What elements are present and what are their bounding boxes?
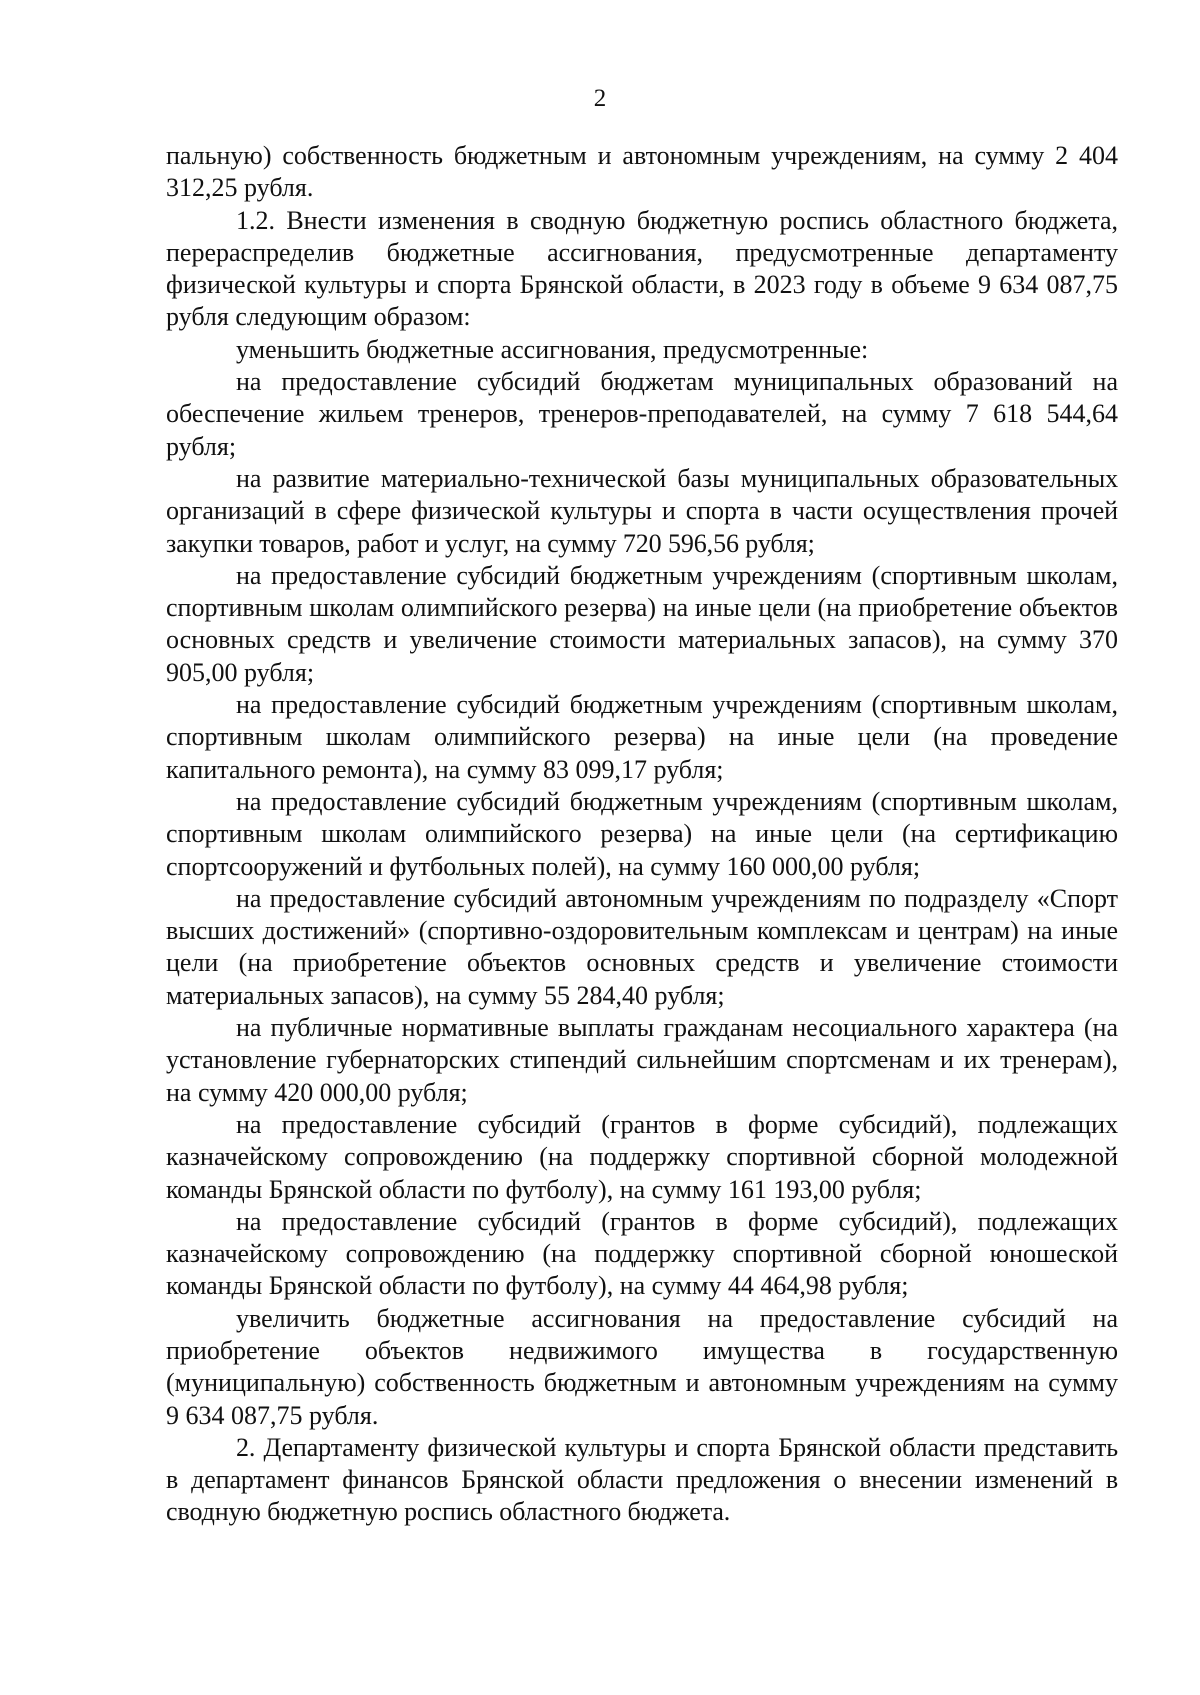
paragraph: уменьшить бюджетные ассигнования, предусмотренные: bbox=[236, 334, 869, 364]
paragraph: на предоставление субсидий бюджетным учреждениям (спортивным школам, спортивным школам олимпийского резерва) на иные цели (на сертификацию спортсооружений и футбольных полей), на сумму 160 000,00 рубля; bbox=[166, 786, 1118, 881]
paragraph: на предоставление субсидий (грантов в форме субсидий), подлежащих казначейскому сопровождению (на поддержку спортивной сборной молодежной команды Брянской области по футболу), на сумму 161 193,00 рубля; bbox=[166, 1109, 1118, 1204]
paragraph: на развитие материально-технической базы муниципальных образовательных организаций в сфере физической культуры и спорта в части осуществления прочей закупки товаров, работ и услуг, на сумму 720 596,56 рубля; bbox=[166, 463, 1118, 558]
paragraph: 2. Департаменту физической культуры и спорта Брянской области представить в департамент финансов Брянской области предложения о внесении изменений в сводную бюджетную роспись областного бюджета. bbox=[166, 1432, 1118, 1527]
document-body bbox=[166, 140, 1118, 1529]
paragraph: на предоставление субсидий (грантов в форме субсидий), подлежащих казначейскому сопровождению (на поддержку спортивной сборной юношеской команды Брянской области по футболу), на сумму 44 464,98 рубля; bbox=[166, 1206, 1118, 1301]
paragraph: на предоставление субсидий автономным учреждениям по подразделу «Спорт высших достижений» (спортивно-оздоровительным комплексам и центрам) на иные цели (на приобретение объектов основных средств и увеличение стоимости материальных запасов), на сумму 55 284,40 рубля; bbox=[166, 883, 1118, 1010]
page-number: 2 bbox=[593, 85, 607, 112]
paragraph: пальную) собственность бюджетным и автономным учреждениям, на сумму 2 404 312,25 рубля. bbox=[166, 141, 1118, 203]
paragraph: увеличить бюджетные ассигнования на предоставление субсидий на приобретение объектов недвижимого имущества в государственную (муниципальную) собственность бюджетным и автономным учреждениям на сумму 9 634 087,75 рубля. bbox=[166, 1303, 1118, 1430]
paragraph: 1.2. Внести изменения в сводную бюджетную роспись областного бюджета, перераспределив бюджетные ассигнования, предусмотренные департаменту физической культуры и спорта Брянской области, в 2023 году в объеме 9 634 087,75 рубля следующим образом: bbox=[166, 205, 1118, 332]
paragraph: на предоставление субсидий бюджетам муниципальных образований на обеспечение жильем тренеров, тренеров-преподавателей, на сумму 7 618 544,64 рубля; bbox=[166, 367, 1118, 461]
paragraph: на публичные нормативные выплаты гражданам несоциального характера (на установление губернаторских стипендий сильнейшим спортсменам и их тренерам), на сумму 420 000,00 рубля; bbox=[166, 1013, 1118, 1107]
paragraph: на предоставление субсидий бюджетным учреждениям (спортивным школам, спортивным школам олимпийского резерва) на иные цели (на проведение капитального ремонта), на сумму 83 099,17 рубля; bbox=[166, 690, 1118, 784]
paragraph: на предоставление субсидий бюджетным учреждениям (спортивным школам, спортивным школам олимпийского резерва) на иные цели (на приобретение объектов основных средств и увеличение стоимости материальных запасов), на сумму 370 905,00 рубля; bbox=[166, 560, 1118, 687]
